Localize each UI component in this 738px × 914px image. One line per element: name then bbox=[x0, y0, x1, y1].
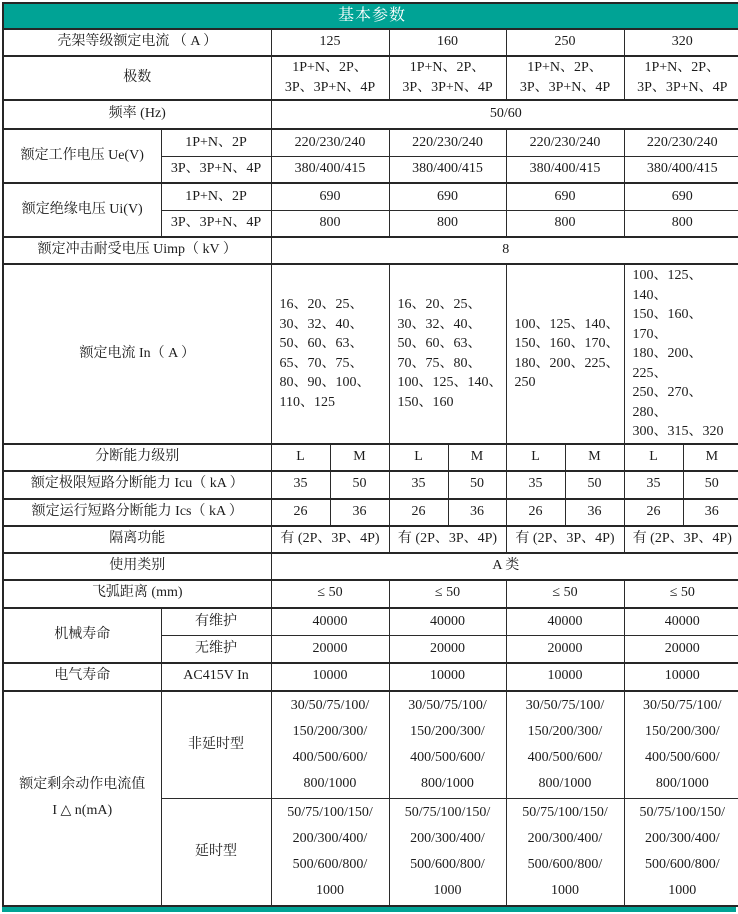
row-insulation-voltage-1 bbox=[3, 183, 738, 210]
breaking-level-value: L bbox=[506, 444, 565, 471]
icu-value: 35 bbox=[506, 471, 565, 499]
isolation-value: 有 (2P、3P、4P) bbox=[624, 526, 738, 553]
arc-distance-value: ≤ 50 bbox=[271, 580, 389, 608]
mechanical-life-value: 40000 bbox=[271, 608, 389, 636]
insulation-voltage-value: 690 bbox=[389, 183, 506, 210]
row-frame-current bbox=[3, 29, 738, 56]
insulation-voltage-value: 690 bbox=[506, 183, 624, 210]
isolation-value: 有 (2P、3P、4P) bbox=[389, 526, 506, 553]
mechanical-life-value: 40000 bbox=[389, 608, 506, 636]
rated-current-value: 16、20、25、 30、32、40、 50、60、63、 65、70、75、 80、90、100、 110、125 bbox=[271, 264, 389, 444]
residual-current-value: 30/50/75/100/ 150/200/300/ 400/500/600/ 800/1000 bbox=[624, 691, 738, 799]
residual-current-label: 额定剩余动作电流值 I △ n(mA) bbox=[3, 691, 161, 906]
insulation-voltage-value: 800 bbox=[389, 210, 506, 237]
breaking-level-value: M bbox=[330, 444, 389, 471]
row-arc-distance bbox=[3, 580, 738, 608]
ics-value: 36 bbox=[448, 499, 506, 526]
isolation-value: 有 (2P、3P、4P) bbox=[271, 526, 389, 553]
rated-current-value: 16、20、25、 30、32、40、 50、60、63、 70、75、80、 100、125、140、 150、160 bbox=[389, 264, 506, 444]
working-voltage-value: 220/230/240 bbox=[389, 129, 506, 156]
icu-value: 35 bbox=[624, 471, 683, 499]
icu-value: 50 bbox=[565, 471, 624, 499]
residual-current-sublabel: 延时型 bbox=[161, 798, 271, 906]
usage-category-value: A 类 bbox=[271, 553, 738, 580]
breaking-level-value: M bbox=[448, 444, 506, 471]
bottom-accent-band bbox=[2, 907, 736, 912]
row-rated-current bbox=[3, 264, 738, 444]
breaking-level-value: L bbox=[389, 444, 448, 471]
insulation-voltage-sublabel: 1P+N、2P bbox=[161, 183, 271, 210]
table-title: 基本参数 bbox=[3, 3, 738, 29]
electrical-life-label: 电气寿命 bbox=[3, 663, 161, 691]
mechanical-life-label: 机械寿命 bbox=[3, 608, 161, 663]
insulation-voltage-value: 690 bbox=[271, 183, 389, 210]
mechanical-life-value: 40000 bbox=[506, 608, 624, 636]
ics-value: 36 bbox=[683, 499, 738, 526]
rated-current-value: 100、125、140、 150、160、170、 180、200、225、 250、270、280、 300、315、320 bbox=[624, 264, 738, 444]
residual-current-sublabel: 非延时型 bbox=[161, 691, 271, 799]
ics-value: 26 bbox=[624, 499, 683, 526]
mechanical-life-value: 20000 bbox=[271, 636, 389, 663]
frequency-label: 频率 (Hz) bbox=[3, 100, 271, 129]
ics-label: 额定运行短路分断能力 Ics（ kA ） bbox=[3, 499, 271, 526]
frame-current-value: 125 bbox=[271, 29, 389, 56]
icu-label: 额定极限短路分断能力 Icu（ kA ） bbox=[3, 471, 271, 499]
working-voltage-value: 380/400/415 bbox=[506, 156, 624, 183]
insulation-voltage-value: 800 bbox=[624, 210, 738, 237]
residual-current-value: 30/50/75/100/ 150/200/300/ 400/500/600/ 800/1000 bbox=[271, 691, 389, 799]
working-voltage-sublabel: 3P、3P+N、4P bbox=[161, 156, 271, 183]
mechanical-life-value: 20000 bbox=[389, 636, 506, 663]
row-ics bbox=[3, 499, 738, 526]
icu-value: 50 bbox=[330, 471, 389, 499]
arc-distance-label: 飞弧距离 (mm) bbox=[3, 580, 271, 608]
rated-current-label: 额定电流 In（ A ） bbox=[3, 264, 271, 444]
ics-value: 36 bbox=[565, 499, 624, 526]
icu-value: 50 bbox=[683, 471, 738, 499]
poles-value: 1P+N、2P、 3P、3P+N、4P bbox=[271, 56, 389, 100]
breaking-level-value: L bbox=[624, 444, 683, 471]
row-electrical-life bbox=[3, 663, 738, 691]
electrical-life-value: 10000 bbox=[506, 663, 624, 691]
mechanical-life-sublabel: 无维护 bbox=[161, 636, 271, 663]
working-voltage-value: 380/400/415 bbox=[389, 156, 506, 183]
rated-current-value: 100、125、140、 150、160、170、 180、200、225、 250 bbox=[506, 264, 624, 444]
row-frequency bbox=[3, 100, 738, 129]
mechanical-life-value: 20000 bbox=[624, 636, 738, 663]
impulse-voltage-value: 8 bbox=[271, 237, 738, 264]
row-impulse-voltage bbox=[3, 237, 738, 264]
table-title-row bbox=[3, 3, 738, 29]
row-mechanical-life-1 bbox=[3, 608, 738, 636]
frame-current-value: 250 bbox=[506, 29, 624, 56]
ics-value: 36 bbox=[330, 499, 389, 526]
arc-distance-value: ≤ 50 bbox=[389, 580, 506, 608]
working-voltage-value: 220/230/240 bbox=[271, 129, 389, 156]
row-icu bbox=[3, 471, 738, 499]
poles-value: 1P+N、2P、 3P、3P+N、4P bbox=[506, 56, 624, 100]
working-voltage-value: 220/230/240 bbox=[506, 129, 624, 156]
breaking-level-label: 分断能力级别 bbox=[3, 444, 271, 471]
icu-value: 50 bbox=[448, 471, 506, 499]
insulation-voltage-value: 800 bbox=[506, 210, 624, 237]
usage-category-label: 使用类别 bbox=[3, 553, 271, 580]
working-voltage-label: 额定工作电压 Ue(V) bbox=[3, 129, 161, 183]
row-working-voltage-1 bbox=[3, 129, 738, 156]
residual-current-value: 50/75/100/150/ 200/300/400/ 500/600/800/ 1000 bbox=[624, 798, 738, 906]
icu-value: 35 bbox=[389, 471, 448, 499]
ics-value: 26 bbox=[271, 499, 330, 526]
electrical-life-value: 10000 bbox=[624, 663, 738, 691]
row-poles bbox=[3, 56, 738, 100]
row-isolation bbox=[3, 526, 738, 553]
arc-distance-value: ≤ 50 bbox=[624, 580, 738, 608]
frequency-value: 50/60 bbox=[271, 100, 738, 129]
frame-current-value: 320 bbox=[624, 29, 738, 56]
electrical-life-value: 10000 bbox=[389, 663, 506, 691]
isolation-value: 有 (2P、3P、4P) bbox=[506, 526, 624, 553]
residual-current-value: 30/50/75/100/ 150/200/300/ 400/500/600/ 800/1000 bbox=[506, 691, 624, 799]
mechanical-life-value: 40000 bbox=[624, 608, 738, 636]
frame-current-label: 壳架等级额定电流 （ A ） bbox=[3, 29, 271, 56]
icu-value: 35 bbox=[271, 471, 330, 499]
row-usage-category bbox=[3, 553, 738, 580]
poles-label: 极数 bbox=[3, 56, 271, 100]
breaking-level-value: M bbox=[683, 444, 738, 471]
residual-current-value: 50/75/100/150/ 200/300/400/ 500/600/800/ 1000 bbox=[506, 798, 624, 906]
working-voltage-value: 380/400/415 bbox=[271, 156, 389, 183]
frame-current-value: 160 bbox=[389, 29, 506, 56]
insulation-voltage-label: 额定绝缘电压 Ui(V) bbox=[3, 183, 161, 237]
mechanical-life-value: 20000 bbox=[506, 636, 624, 663]
poles-value: 1P+N、2P、 3P、3P+N、4P bbox=[624, 56, 738, 100]
breaking-level-value: M bbox=[565, 444, 624, 471]
working-voltage-value: 380/400/415 bbox=[624, 156, 738, 183]
working-voltage-sublabel: 1P+N、2P bbox=[161, 129, 271, 156]
insulation-voltage-value: 800 bbox=[271, 210, 389, 237]
poles-value: 1P+N、2P、 3P、3P+N、4P bbox=[389, 56, 506, 100]
row-residual-current-1 bbox=[3, 691, 738, 799]
arc-distance-value: ≤ 50 bbox=[506, 580, 624, 608]
insulation-voltage-sublabel: 3P、3P+N、4P bbox=[161, 210, 271, 237]
isolation-label: 隔离功能 bbox=[3, 526, 271, 553]
insulation-voltage-value: 690 bbox=[624, 183, 738, 210]
electrical-life-value: 10000 bbox=[271, 663, 389, 691]
mechanical-life-sublabel: 有维护 bbox=[161, 608, 271, 636]
ics-value: 26 bbox=[389, 499, 448, 526]
impulse-voltage-label: 额定冲击耐受电压 Uimp（ kV ） bbox=[3, 237, 271, 264]
residual-current-value: 50/75/100/150/ 200/300/400/ 500/600/800/ 1000 bbox=[389, 798, 506, 906]
breaking-level-value: L bbox=[271, 444, 330, 471]
ics-value: 26 bbox=[506, 499, 565, 526]
basic-parameters-table bbox=[2, 2, 738, 907]
residual-current-value: 50/75/100/150/ 200/300/400/ 500/600/800/ 1000 bbox=[271, 798, 389, 906]
working-voltage-value: 220/230/240 bbox=[624, 129, 738, 156]
electrical-life-sublabel: AC415V In bbox=[161, 663, 271, 691]
residual-current-value: 30/50/75/100/ 150/200/300/ 400/500/600/ 800/1000 bbox=[389, 691, 506, 799]
row-breaking-level bbox=[3, 444, 738, 471]
